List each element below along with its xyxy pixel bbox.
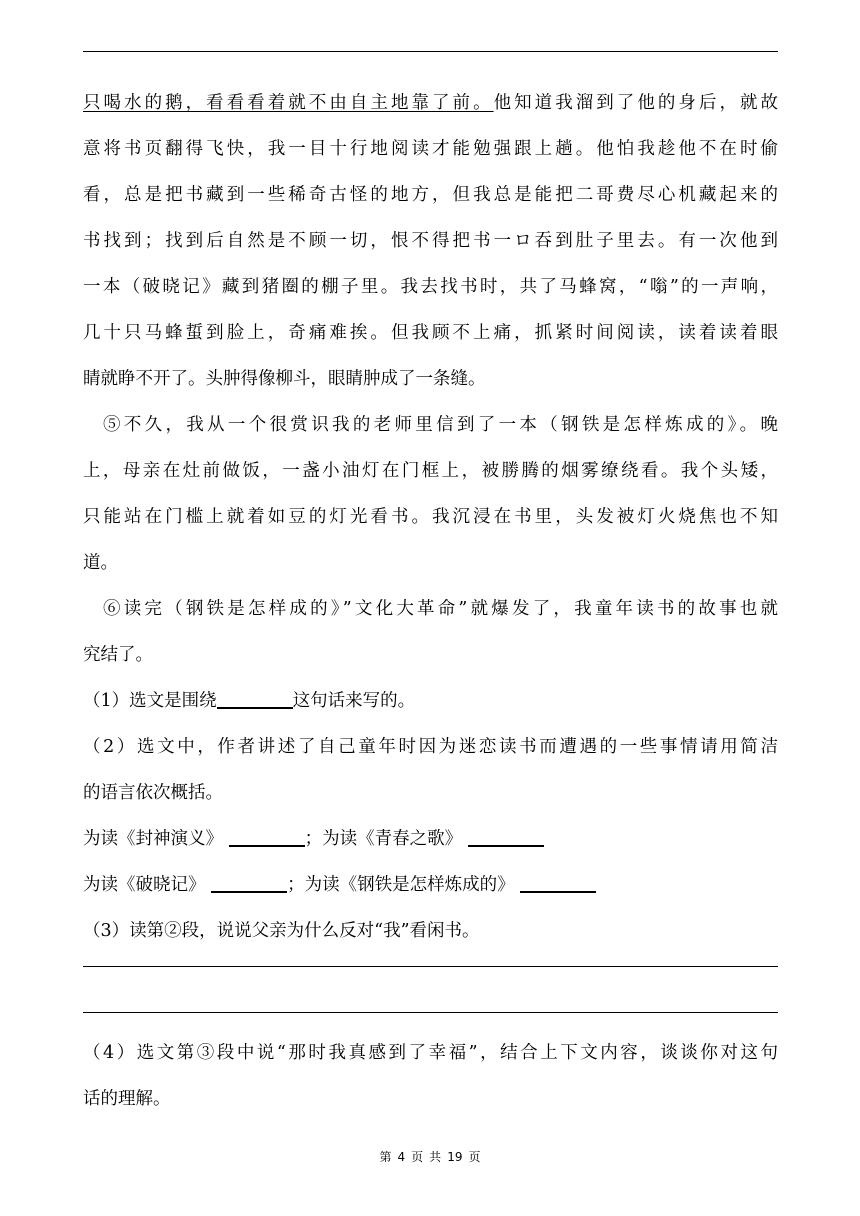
footer-text: 页 bbox=[468, 1150, 481, 1164]
answer-blank[interactable] bbox=[217, 685, 293, 709]
question-4-cont: 话的理解。 bbox=[83, 1089, 171, 1109]
answer-line[interactable] bbox=[83, 966, 778, 967]
answer-line[interactable] bbox=[83, 1012, 778, 1013]
total-pages: 19 bbox=[447, 1150, 463, 1164]
question-4: （4）选文第③段中说“那时我真感到了幸福”，结合上下文内容，谈谈你对这句 bbox=[83, 1043, 778, 1063]
question-text: （1）选文是围绕 bbox=[83, 691, 217, 711]
question-3: （3）读第②段，说说父亲为什么反对“我”看闲书。 bbox=[83, 921, 480, 941]
footer-text: 共 bbox=[429, 1150, 442, 1164]
question-text: ；为读《青春之歌》 bbox=[304, 829, 463, 849]
question-text: 为读《封神演义》 bbox=[83, 829, 223, 849]
paragraph-line: 书找到；找到后自然是不顾一切，恨不得把书一ロ吞到肚子里去。有一次他到 bbox=[83, 231, 778, 251]
question-text: ；为读《钢铁是怎样炼成的》 bbox=[287, 875, 515, 895]
footer-text: 页 bbox=[411, 1150, 424, 1164]
paragraph-line: ⑥读完（钢铁是怎样成的》”文化大革命”就爆发了，我童年读书的故事也就 bbox=[103, 599, 778, 619]
question-2-answers-a bbox=[83, 816, 778, 862]
underlined-sentence: 只喝水的鹅，看看看着就不由自主地靠了前。 bbox=[83, 93, 494, 113]
paragraph-line: 上，母亲在灶前做饭，一盏小油灯在门框上，被勝腾的烟雾缭绕看。我个头矮， bbox=[83, 461, 778, 481]
answer-blank[interactable] bbox=[468, 823, 544, 847]
page-number: 4 bbox=[397, 1150, 406, 1164]
paragraph-line: 看，总是把书藏到一些稀奇古怪的地方，但我总是能把二哥费尽心机藏起来的 bbox=[83, 185, 778, 205]
paragraph-line: 只能站在门槛上就着如豆的灯光看书。我沉浸在书里，头发被灯火烧焦也不知 bbox=[83, 507, 778, 527]
question-1 bbox=[83, 678, 778, 724]
question-4-block bbox=[83, 1030, 778, 1122]
document-body bbox=[83, 80, 778, 954]
paragraph-line: ⑤不久，我从一个很赏识我的老师里信到了一本（钢铁是怎样炼成的》。晚 bbox=[103, 415, 778, 435]
paragraph-line bbox=[83, 80, 778, 126]
answer-blank[interactable] bbox=[229, 823, 305, 847]
paragraph-line: 一本（破晓记》藏到猪圈的棚子里。我去找书时，共了马蜂窝，“嗡”的一声响， bbox=[83, 277, 778, 297]
question-2-answers-b bbox=[83, 862, 778, 908]
paragraph-line: 几十只马蜂蜇到脸上，奇痛难挨。但我顾不上痛，抓紧时间阅读，读着读着眼 bbox=[83, 323, 778, 343]
question-text: 为读《破晓记》 bbox=[83, 875, 206, 895]
question-text: 这句话来写的。 bbox=[292, 691, 416, 711]
footer-text: 第 bbox=[379, 1150, 392, 1164]
paragraph-line: 睛就睁不开了。头肿得像柳斗，眼睛肿成了一条缝。 bbox=[83, 369, 486, 389]
paragraph-line: 意将书页翻得飞快，我一目十行地阅读才能勉强跟上趟。他怕我趁他不在时偷 bbox=[83, 139, 778, 159]
question-2-cont: 的语言依次概括。 bbox=[83, 783, 223, 803]
paragraph-text: 他知道我溜到了他的身后，就故 bbox=[493, 93, 779, 113]
header-rule bbox=[83, 51, 778, 52]
paragraph-line: 究结了。 bbox=[83, 645, 153, 665]
paragraph-line: 道。 bbox=[83, 553, 118, 573]
page-footer bbox=[0, 1148, 860, 1165]
answer-blank[interactable] bbox=[520, 869, 596, 893]
answer-blank[interactable] bbox=[211, 869, 287, 893]
question-2: （2）选文中，作者讲述了自己童年时因为迷恋读书而遭遇的一些事情请用简洁 bbox=[83, 737, 778, 757]
